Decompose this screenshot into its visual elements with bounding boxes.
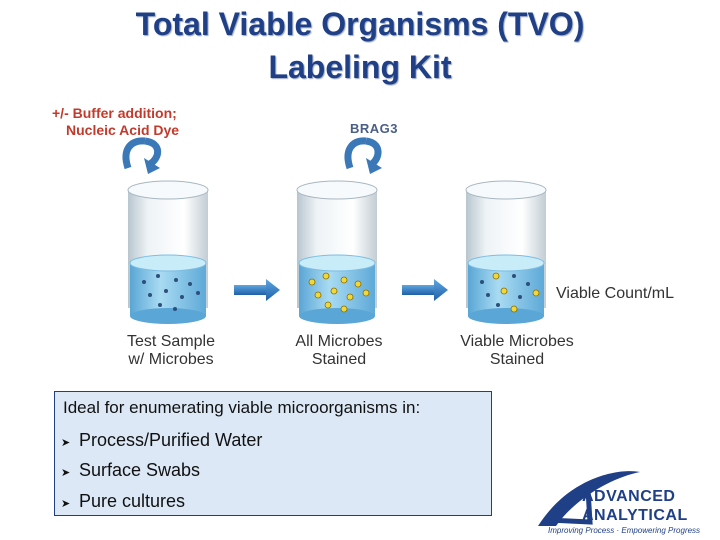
viable-count-readout: Viable Count/mL [556, 285, 674, 302]
bullet-arrow-icon: ➤ [61, 498, 71, 510]
beaker-2-caption-1: All Microbes [295, 333, 383, 350]
title-line-2: Labeling Kit [268, 49, 452, 85]
arrow-right-icon-2 [402, 279, 448, 301]
application-item-label: Process/Purified Water [79, 430, 263, 450]
reagent-label: BRAG3 [350, 121, 399, 136]
pour-arrow-icon-1 [126, 141, 160, 174]
beaker-3-caption-2: Stained [489, 351, 545, 368]
beaker-2-caption-2: Stained [311, 351, 367, 368]
title-line-1: Total Viable Organisms (TVO) [135, 6, 585, 42]
applications-box [54, 391, 492, 516]
beaker-test-sample [128, 181, 208, 324]
arrow-right-icon-1 [234, 279, 280, 301]
beaker-3-caption-1: Viable Microbes [460, 333, 574, 350]
pour-arrow-icon-2 [348, 141, 382, 174]
beaker-viable-stained [466, 181, 546, 324]
logo-tagline: Improving Process · Empowering Progress [548, 526, 701, 535]
bullet-arrow-icon: ➤ [61, 437, 71, 449]
beaker-1-caption-1: Test Sample [126, 333, 216, 350]
buffer-label-2: Nucleic Acid Dye [66, 122, 180, 138]
logo-line-1: ADVANCED [582, 488, 676, 505]
applications-title: Ideal for enumerating viable microorganisms in: [63, 398, 421, 417]
bullet-arrow-icon: ➤ [61, 467, 71, 479]
application-item-label: Pure cultures [79, 491, 186, 511]
beaker-all-stained [297, 181, 377, 324]
logo-line-2: ANALYTICAL [582, 507, 688, 524]
buffer-label-1: +/- Buffer addition; [52, 105, 177, 121]
beaker-1-caption-2: w/ Microbes [128, 351, 214, 368]
application-item-label: Surface Swabs [79, 460, 201, 480]
application-item [61, 460, 200, 481]
application-item [61, 491, 185, 512]
application-item [61, 430, 262, 451]
